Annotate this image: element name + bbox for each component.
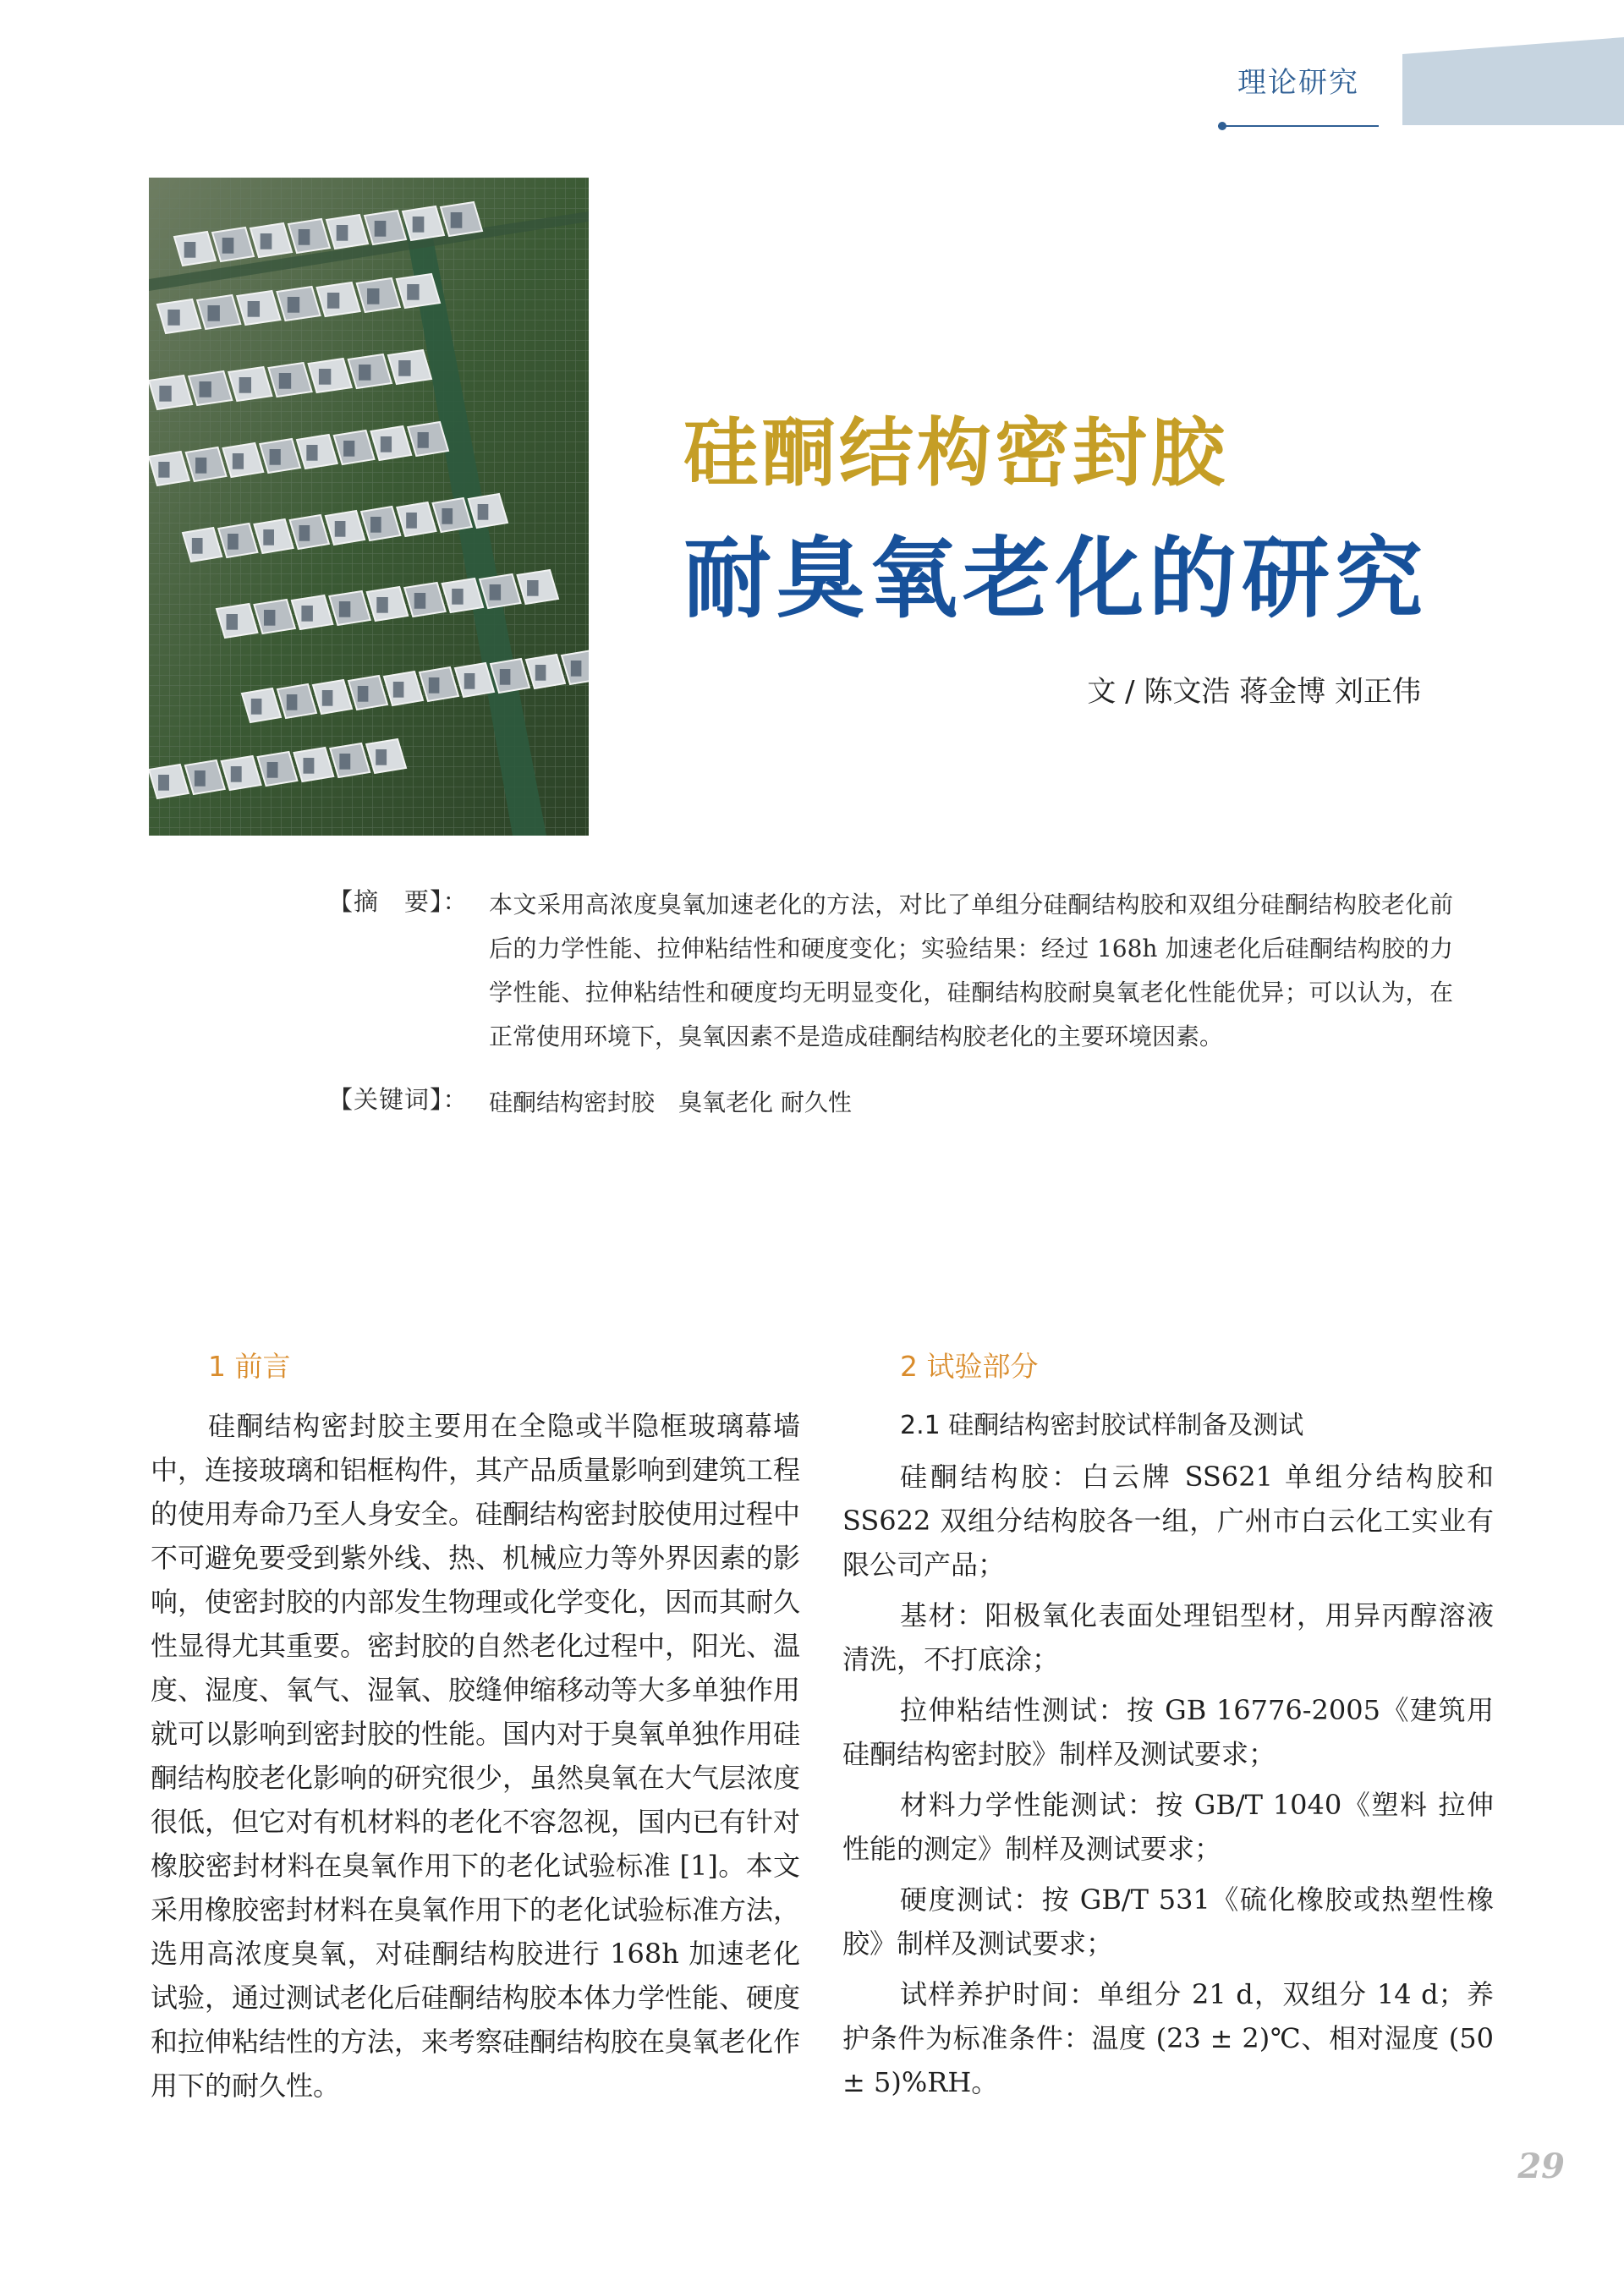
test-panel-sample [319,369,331,385]
test-panel-sample [359,365,370,381]
test-panel-sample [413,217,425,233]
test-panel-sample [367,288,379,304]
test-panel-sample [339,601,350,617]
test-panel-sample [227,614,238,630]
test-panel-sample [406,513,417,529]
test-panel-sample [464,673,475,689]
test-panel-sample [199,381,211,398]
test-panel-sample [376,749,387,765]
experiment-paragraph: 拉伸粘结性测试：按 GB 16776-2005《建筑用硅酮结构密封胶》制样及测试要求； [842,1694,1494,1770]
test-panel-sample [301,606,312,622]
experiment-paragraph: 基材：阳极氧化表面处理铝型材，用异丙醇溶液清洗，不打底涂； [842,1599,1494,1675]
test-panel-sample [184,242,196,258]
article-title-line2: 耐臭氧老化的研究 [683,527,1429,630]
keywords-label: 【关键词】： [328,1085,469,1114]
abstract-label: 【摘 要】： [328,887,469,916]
test-panel-sample [322,690,333,706]
test-panel-sample [571,661,582,677]
experiment-paragraph: 试样养护时间：单组分 21 d，双组分 14 d；养护条件为标准条件：温度 (23 ± 2)℃、相对湿度 (50 ± 5)%RH。 [842,1978,1494,2098]
test-panel-sample [442,508,453,524]
test-panel-sample [407,284,419,300]
test-panel-sample [429,677,440,694]
section-heading-experiment: 2 试验部分 [900,1350,1039,1383]
section-heading-introduction: 1 前言 [208,1350,291,1383]
article-authors: 文 / 陈文浩 蒋金博 刘正伟 [1087,675,1421,709]
abstract-row [328,883,1453,1059]
test-panel-sample [207,305,219,321]
test-panel-sample [535,665,546,681]
test-panel-sample [158,462,169,478]
experiment-paragraph: 材料力学性能测试：按 GB/T 1040《塑料 拉伸性能的测定》制样及测试要求； [842,1789,1494,1865]
test-panel-sample [393,682,404,698]
test-panel-sample [376,597,387,613]
test-panel-sample [337,225,348,241]
test-panel-sample [299,525,310,541]
test-panel-sample [251,699,262,715]
test-panel-sample [167,310,179,326]
experiment-paragraph: 硬度测试：按 GB/T 531《硫化橡胶或热塑性橡胶》制样及测试要求； [842,1883,1494,1960]
test-panel-sample [270,449,281,465]
subsection-heading-sample-prep: 2.1 硅酮结构密封胶试样制备及测试 [900,1411,1304,1440]
header-band [1402,37,1624,125]
test-panel-sample [339,754,350,770]
test-panel-sample [303,758,314,774]
page-number: 29 [1517,2147,1565,2186]
test-panel-sample [222,238,234,254]
sealant-test-panels-photo [149,178,589,836]
section-tag: 理论研究 [1237,66,1359,100]
test-panel-sample [233,453,244,469]
test-panel-sample [264,610,275,626]
test-panel-sample [267,762,278,778]
test-panel-sample [500,669,511,685]
keywords-row [328,1081,1453,1125]
test-panel-sample [381,436,392,452]
experiment-paragraph: 硅酮结构胶：白云牌 SS621 单组分结构胶和 SS622 双组分结构胶各一组，广州市白云化工实业有限公司产品； [842,1461,1494,1581]
test-panel-sample [231,766,242,782]
test-panel-sample [418,432,429,448]
right-column [842,1345,1494,2104]
test-panel-sample [375,221,387,237]
article-title-line1: 硅酮结构密封胶 [683,408,1229,496]
test-panel-sample [228,534,239,550]
test-panel-sample [192,538,203,554]
section-tag-dot [1218,122,1226,130]
test-panel-sample [248,301,260,317]
photo-illustration [149,178,589,836]
test-panel-sample [195,458,206,474]
test-panel-sample [306,445,317,461]
test-panel-sample [195,770,206,787]
test-panel-sample [239,377,251,393]
test-panel-sample [287,694,298,710]
test-panel-sample [370,517,381,533]
abstract-block [328,883,1453,1125]
test-panel-sample [327,293,339,309]
abstract-text: 本文采用高浓度臭氧加速老化的方法，对比了单组分硅酮结构胶和双组分硅酮结构胶老化前后的力学性能、拉伸粘结性和硬度变化；实验结果：经过 168h 加速老化后硅酮结构胶的力学性能、拉伸粘结性和硬度均无明显变化，硅酮结构胶耐臭氧老化性能优异；可以认为，在正常使用环境下，臭氧因素不是造成硅酮结构胶老化的主要环境因素。 [489,891,1453,1050]
test-panel-sample [452,589,463,605]
test-panel-sample [527,580,538,596]
test-panel-sample [490,584,501,600]
test-panel-sample [263,529,274,546]
test-panel-sample [158,775,169,791]
introduction-paragraph: 硅酮结构密封胶主要用在全隐或半隐框玻璃幕墙中，连接玻璃和铝框构件，其产品质量影响到建筑工程的使用寿命乃至人身安全。硅酮结构密封胶使用过程中不可避免要受到紫外线、热、机械应力等外界因素的影响，使密封胶的内部发生物理或化学变化，因而其耐久性显得尤其重要。密封胶的自然老化过程中，阳光、温度、湿度、氧气、湿氧、胶缝伸缩移动等大多单独作用就可以影响到密封胶的性能。国内对于臭氧单独作用硅酮结构胶老化影响的研究很少，虽然臭氧在大气层浓度很低，但它对有机材料的老化不容忽视，国内已有针对橡胶密封材料在臭氧作用下的老化试验标准 [1]。本文采用橡胶密封材料在臭氧作用下的老化试验标准方法，选用高浓度臭氧，对硅酮结构胶进行 168h 加速老化试验，通过测试老化后硅酮结构胶本体力学性能、硬度和拉伸粘结性的方法，来考察硅酮结构胶在臭氧老化作用下的耐久性。 [151,1410,801,2102]
test-panel-sample [343,441,354,457]
test-panel-sample [288,297,299,313]
test-panel-sample [279,373,291,389]
test-panel-sample [358,686,369,702]
test-panel-sample [261,233,272,249]
test-panel-sample [414,593,425,609]
test-panel-sample [398,360,410,376]
keywords-text: 硅酮结构密封胶 臭氧老化 耐久性 [489,1088,852,1116]
section-tag-underline [1218,125,1379,127]
left-column [151,1345,800,2108]
test-panel-sample [478,504,489,520]
test-panel-sample [159,386,171,402]
test-panel-sample [335,521,346,537]
test-panel-sample [451,212,463,228]
test-panel-sample [299,229,310,245]
